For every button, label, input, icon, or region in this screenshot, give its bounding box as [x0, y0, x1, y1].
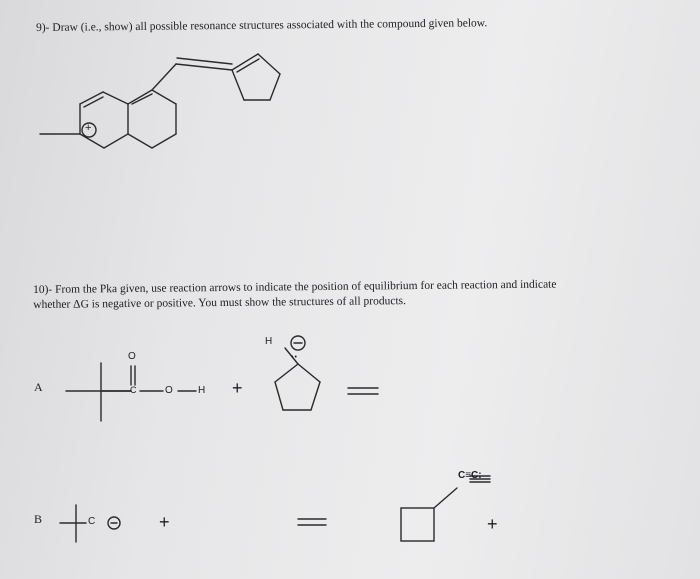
question-9-prompt: 9)- Draw (i.e., show) all possible resonance structures associated with the compound given below. — [36, 17, 488, 34]
question-10-prompt — [33, 278, 557, 313]
reaction-b-plus-1: + — [159, 512, 170, 532]
charge-plus-text: + — [85, 122, 92, 134]
anion-hydrogen: H — [265, 336, 273, 347]
reaction-b-product — [401, 476, 490, 541]
question-10-line-2: whether ΔG is negative or positive. You must show the structures of all products. — [33, 295, 407, 311]
reaction-b-label: B — [34, 512, 43, 526]
reaction-a-cyclopentyl-anion — [275, 336, 320, 410]
bicyclic-compound — [40, 54, 280, 148]
hydroxyl-oxygen: O — [165, 385, 173, 396]
anion-lone-pair: •• — [291, 354, 298, 361]
carbonyl-carbon: C — [130, 385, 137, 395]
reaction-a-label: A — [34, 380, 43, 394]
carbonyl-oxygen: O — [128, 351, 136, 362]
reaction-b-plus-2: + — [487, 514, 498, 534]
alkyne-label: C≡C: — [458, 470, 482, 481]
question-10-line-1: 10)- From the Pka given, use reaction arrows to indicate the position of equilibrium for each reaction and indicate — [33, 278, 557, 296]
hydroxyl-hydrogen: H — [198, 385, 206, 396]
carbanion-carbon: C — [88, 516, 96, 527]
reaction-a-plus: + — [232, 378, 243, 398]
